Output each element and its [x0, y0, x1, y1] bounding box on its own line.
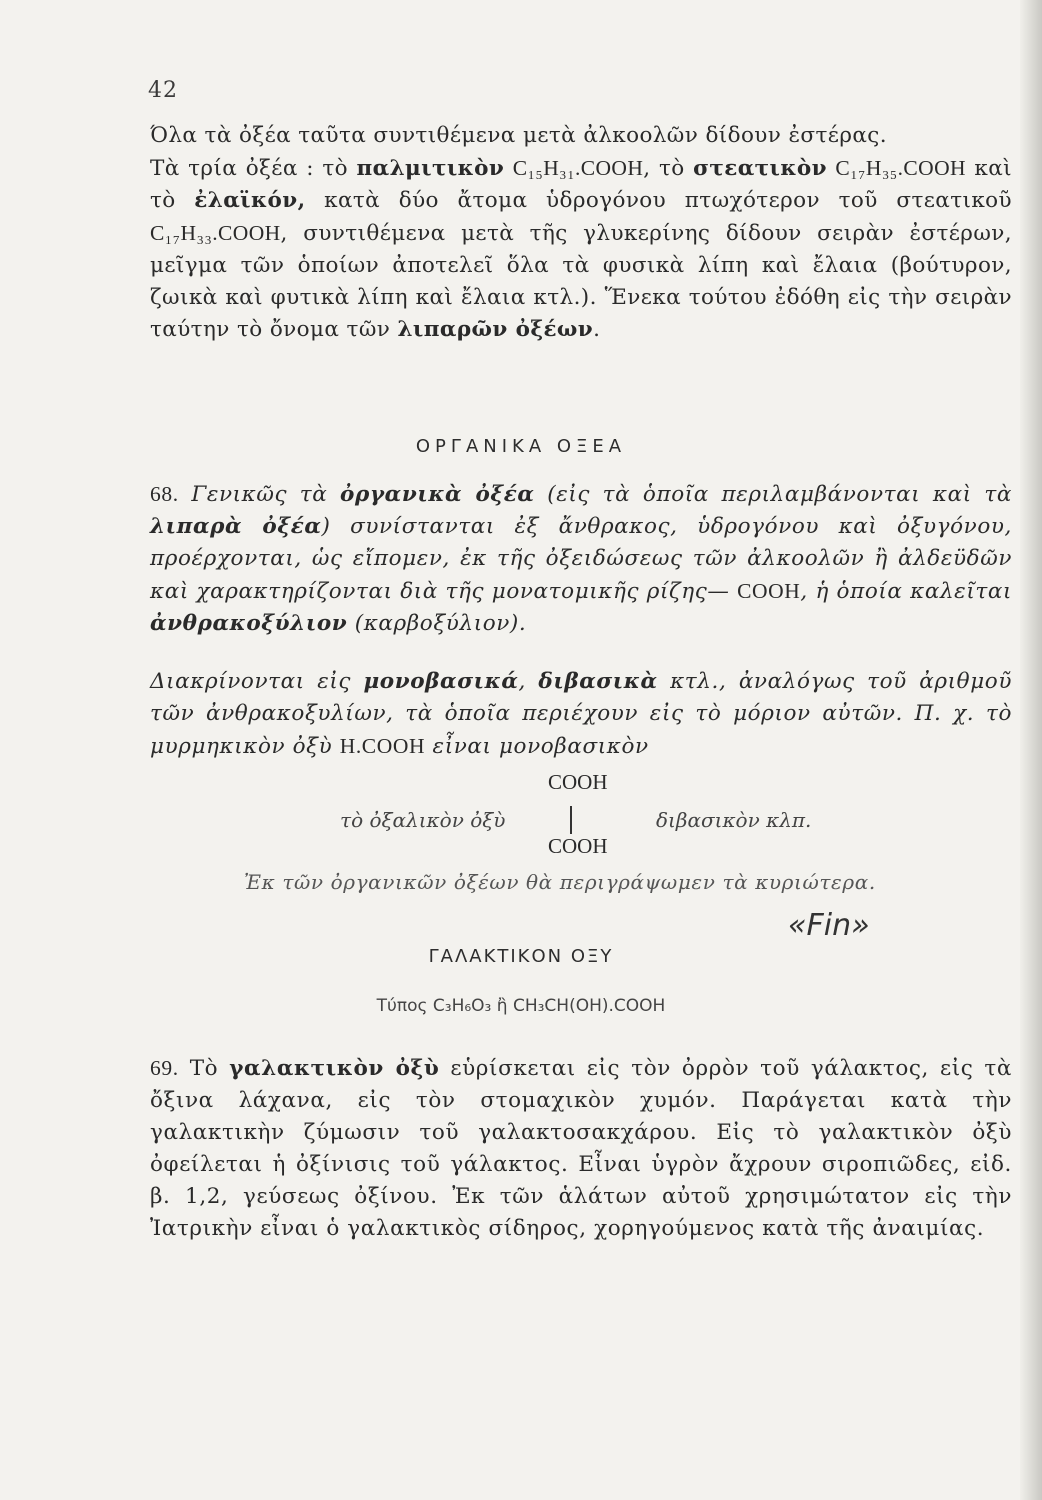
formula-stearic: C₁₇H₃₅.COOH — [835, 156, 966, 180]
handwritten-fin-mark: «Fin» — [788, 908, 870, 943]
text: κτλ., ἀναλόγως τοῦ ἀριθμοῦ τῶν ἀνθρακοξυλίων, τὰ ὁποῖα περιέχουν εἰς τὸ μόριον αὐτῶν. Π. χ. τὸ μυρμηκικὸν ὀξὺ — [150, 669, 1012, 759]
paragraph-basicity — [150, 666, 1012, 763]
oxalic-label: τὸ ὀξαλικὸν ὀξὺ — [340, 808, 506, 832]
term-oleic: ἐλαϊκόν, — [194, 188, 306, 213]
text: , συντιθέμενα μετὰ τῆς γλυκερίνης δίδουν σειρὰν ἐστέρων, μεῖγμα τῶν ὁποίων ἀποτελεῖ ὅλα τὰ φυσικὰ λίπη καὶ ἔλαια (βούτυρον, ζωικὰ καὶ φυτικὰ λίπη καὶ ἔλαια κτλ.). — [150, 221, 1012, 310]
term-palmitic: παλμιτικὸν — [356, 156, 505, 181]
formula-formic: H.COOH — [339, 734, 426, 758]
term-fatty-acids: λιπαρὰ ὀξέα — [150, 514, 322, 539]
formula-cooh: COOH — [737, 579, 801, 603]
page-number: 42 — [148, 78, 178, 103]
section-heading-organic-acids: ΟΡΓΑΝΙΚΑ ΟΞΕΑ — [415, 436, 627, 457]
text: , τὸ — [643, 156, 694, 181]
text: , ἡ ὁποία καλεῖται — [800, 579, 1012, 604]
text: (εἰς τὰ ὁποῖα περιλαμβάνονται καὶ τὰ — [534, 482, 1012, 507]
text: Ἕνεκα τούτου ἐδόθη εἰς τὴν σειρὰν ταύτην τὸ ὄνομα τῶν — [150, 285, 1012, 342]
paragraph-fatty-acids — [150, 120, 1012, 346]
oxalic-dibasic-label: διβασικὸν κλπ. — [656, 808, 812, 832]
text: κατὰ δύο ἄτομα ὑδρογόνου πτωχότερον τοῦ στεατικοῦ — [305, 188, 1012, 213]
text: Τὸ — [178, 1056, 230, 1081]
paragraph-number: 68. — [150, 482, 179, 506]
term-lactic-acid: γαλακτικὸν ὀξὺ — [229, 1056, 440, 1081]
text: . — [593, 317, 601, 342]
lactic-formula-line: Τύπος C₃H₆O₃ ἢ CH₃CH(OH).COOH — [376, 996, 666, 1016]
formula-palmitic: C₁₅H₃₁.COOH — [512, 156, 644, 180]
page-edge-shadow — [1020, 0, 1042, 1500]
formula-oleic: C₁₇H₃₃.COOH — [150, 221, 281, 245]
text: Διακρίνονται εἰς — [150, 669, 364, 694]
term-carboxyl: ἀνθρακοξύλιον — [150, 611, 348, 636]
term-fatty-acids: λιπαρῶν ὀξέων — [397, 317, 594, 342]
text: εἶναι μονοβασικὸν — [425, 734, 649, 759]
term-monobasic: μονοβασικά — [363, 669, 519, 694]
section-heading-lactic-acid: ΓΑΛΑΚΤΙΚΟΝ ΟΞΥ — [428, 946, 614, 967]
text: Όλα τὰ ὀξέα ταῦτα συντιθέμενα μετὰ ἀλκοολῶν δίδουν ἐστέρας. — [150, 123, 887, 148]
term-stearic: στεατικὸν — [693, 156, 827, 181]
oxalic-bond-line — [570, 806, 572, 834]
text: ) συνίστανται ἐξ ἄνθρακος, ὑδρογόνου καὶ ὀξυγόνου, προέρχονται, ὡς εἴπομεν, ἐκ τῆς ὀξειδώσεως τῶν ἀλκοολῶν ἢ ἀλδεϋδῶν καὶ χαρακτηρίζονται διὰ τῆς μονατομικῆς ρίζης— — [150, 514, 1012, 604]
oxalic-cooh-bottom: COOH — [548, 834, 608, 858]
text: (καρβοξύλιον). — [347, 611, 527, 636]
term-organic-acids: ὀργανικὰ ὀξέα — [340, 482, 535, 507]
oxalic-cooh-top: COOH — [548, 770, 608, 794]
text: , — [518, 669, 539, 694]
paragraph-68 — [150, 478, 1012, 640]
paragraph-69 — [150, 1052, 1012, 1245]
text: Γενικῶς τὰ — [178, 482, 341, 507]
text: εὑρίσκεται εἰς τὸν ὀρρὸν τοῦ γάλακτος, εἰς τὰ ὄξινα λάχανα, εἰς τὸν στομαχικὸν χυμόν. Παράγεται κατὰ τὴν γαλακτικὴν ζύμωσιν τοῦ γαλακτοσακχάρου. Εἰς τὸ γαλακτικὸν ὀξὺ ὀφείλεται ἡ ὀξίνισις τοῦ γάλακτος. Εἶναι ὑγρὸν ἄχρουν σιροπιῶδες, εἰδ. β. 1,2, γεύσεως ὀξίνου. Ἐκ τῶν ἁλάτων αὐτοῦ χρησιμώτατον εἰς τὴν Ἰατρικὴν εἶναι ὁ γαλακτικὸς σίδηρος, χορηγούμενος κατὰ τῆς ἀναιμίας. — [150, 1056, 1012, 1241]
text: Τὰ τρία ὀξέα : τὸ — [150, 156, 357, 181]
text: καὶ τὸ — [150, 156, 1012, 213]
term-dibasic: διβασικὰ — [538, 669, 658, 694]
paragraph-intro-main-acids: Ἐκ τῶν ὀργανικῶν ὀξέων θὰ περιγράψωμεν τὰ κυριώτερα. — [244, 870, 876, 894]
paragraph-number: 69. — [150, 1056, 179, 1080]
